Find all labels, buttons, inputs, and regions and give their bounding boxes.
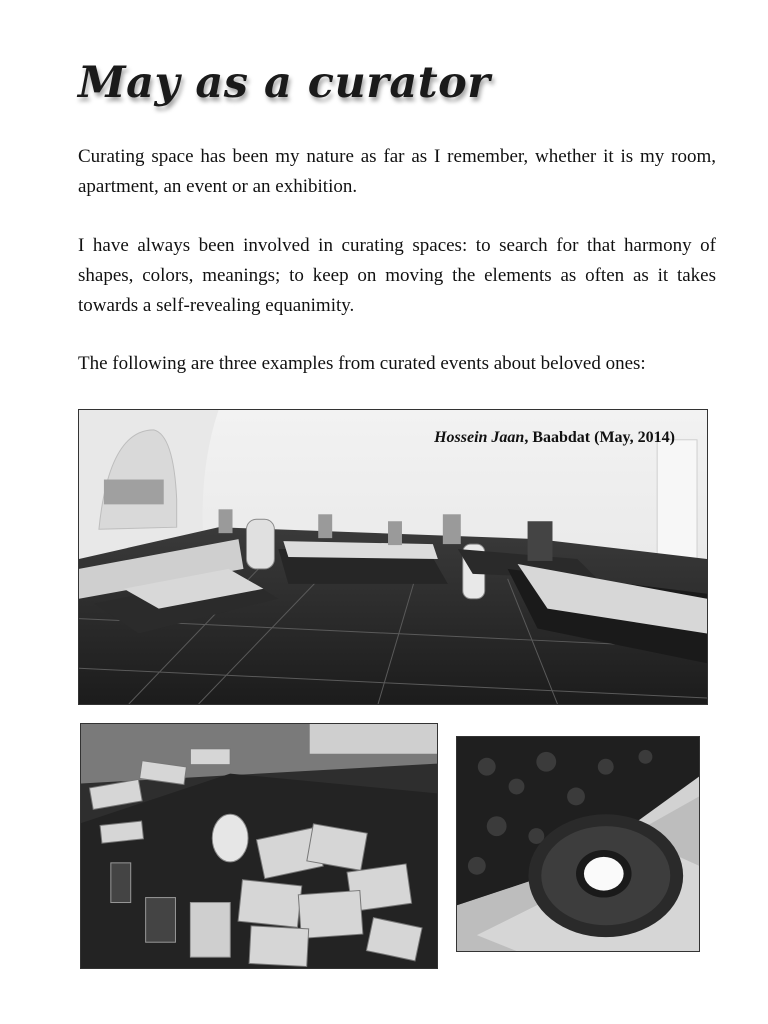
books-on-floor-image [81,724,437,968]
books-postcards-photo [80,723,438,969]
leaves-candle-photo [456,736,700,952]
curating-paragraph: I have always been involved in curating spaces: to search for that harmony of shapes, colors, meanings; to keep on moving the elements as often as it takes towards a self-revealing equanimity. [78,235,716,316]
examples-paragraph: The following are three examples from curated events about beloved ones: [78,353,646,374]
candle-stone-image [457,737,699,951]
caption-place-date: , Baabdat (May, 2014) [524,429,675,446]
gallery-room-image [79,410,707,704]
caption-name: Hossein Jaan [434,429,525,446]
intro-paragraph: Curating space has been my nature as far as I remember, whether it is my room, apartment, an event or an exhibition. [78,146,716,197]
photo-caption [434,429,675,447]
exhibition-photo-baabdat [78,409,708,705]
page-title: May as a curator [78,58,491,108]
